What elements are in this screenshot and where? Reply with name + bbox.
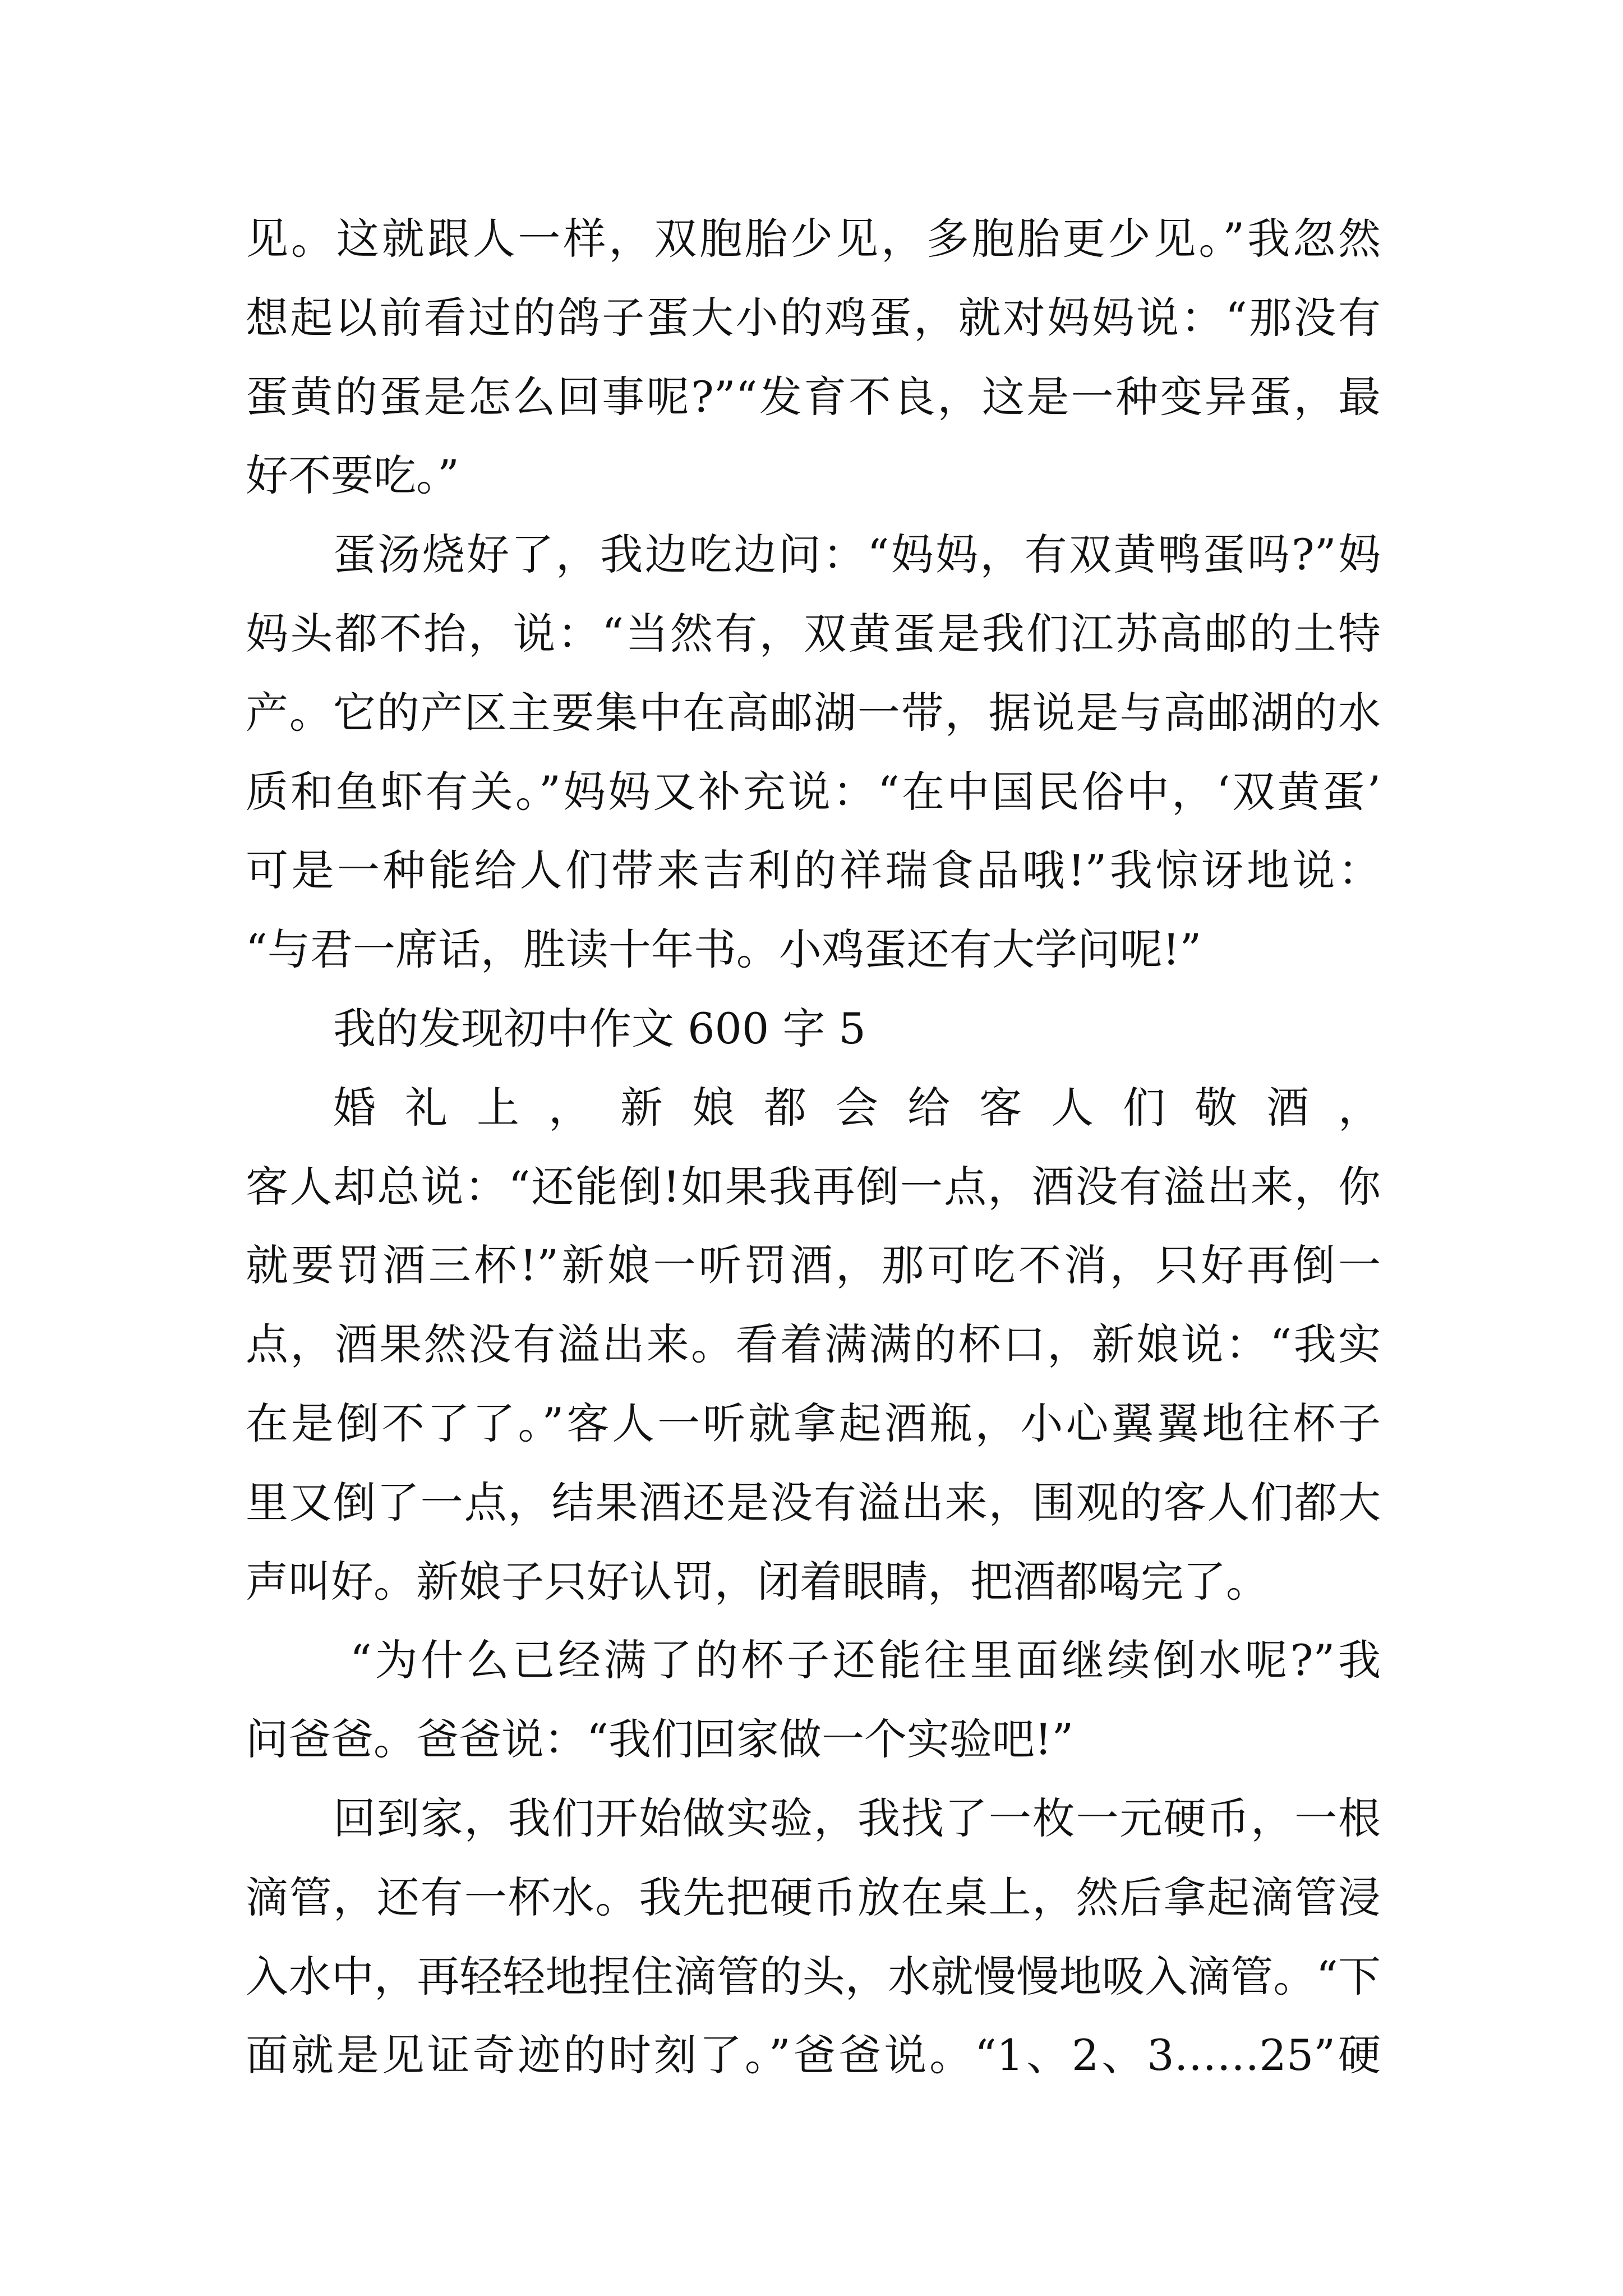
text-line: 就要罚酒三杯!”新娘一听罚酒，那可吃不消，只好再倒一 <box>246 1240 1381 1291</box>
paragraph <box>246 1069 1381 1622</box>
text-line: 蛋黄的蛋是怎么回事呢?”“发育不良，这是一种变异蛋，最 <box>246 371 1381 422</box>
paragraph <box>246 1779 1381 2095</box>
text-line: 见。这就跟人一样，双胞胎少见，多胞胎更少见。”我忽然 <box>246 214 1381 264</box>
text-line: 质和鱼虾有关。”妈妈又补充说：“在中国民俗中，‘双黄蛋’ <box>246 766 1381 817</box>
text-line: 妈头都不抬，说：“当然有，双黄蛋是我们江苏高邮的土特 <box>246 608 1381 659</box>
text-line: 客人却总说：“还能倒!如果我再倒一点，酒没有溢出来，你 <box>246 1161 1381 1212</box>
text-line: 想起以前看过的鸽子蛋大小的鸡蛋，就对妈妈说：“那没有 <box>246 292 1381 343</box>
text-line: 好不要吃。” <box>246 450 459 501</box>
text-line: 蛋汤烧好了，我边吃边问：“妈妈，有双黄鸭蛋吗?”妈 <box>333 530 1381 580</box>
text-line: 滴管，还有一杯水。我先把硬币放在桌上，然后拿起滴管浸 <box>246 1872 1381 1922</box>
text-line: “与君一席话，胜读十年书。小鸡蛋还有大学问呢!” <box>246 924 1202 975</box>
text-line: 点，酒果然没有溢出来。看着满满的杯口，新娘说：“我实 <box>246 1319 1381 1370</box>
text-line: 入水中，再轻轻地捏住滴管的头，水就慢慢地吸入滴管。“下 <box>246 1951 1381 2001</box>
text-line: 问爸爸。爸爸说：“我们回家做一个实验吧!” <box>246 1714 1074 1765</box>
text-line: “为什么已经满了的杯子还能往里面继续倒水呢?”我 <box>350 1635 1381 1686</box>
text-line: 可是一种能给人们带来吉利的祥瑞食品哦!”我惊讶地说： <box>246 845 1381 896</box>
section-heading <box>246 990 1381 1069</box>
text-line: 在是倒不了了。”客人一听就拿起酒瓶，小心翼翼地往杯子 <box>246 1398 1381 1448</box>
page-body <box>246 200 1381 2095</box>
paragraph <box>246 516 1381 990</box>
text-line: 回到家，我们开始做实验，我找了一枚一元硬币，一根 <box>333 1793 1381 1843</box>
paragraph <box>246 200 1381 516</box>
text-line: 婚礼上，新娘都会给客人们敬酒， <box>333 1082 1381 1133</box>
text-line: 声叫好。新娘子只好认罚，闭着眼睛，把酒都喝完了。 <box>246 1556 1269 1607</box>
text-line: 产。它的产区主要集中在高邮湖一带，据说是与高邮湖的水 <box>246 687 1381 738</box>
paragraph <box>246 1621 1381 1779</box>
text-line: 里又倒了一点，结果酒还是没有溢出来，围观的客人们都大 <box>246 1477 1381 1527</box>
text-line: 面就是见证奇迹的时刻了。”爸爸说。“1、2、3……25”硬 <box>246 2030 1381 2081</box>
section-heading-text: 我的发现初中作文 600 字 5 <box>333 1003 866 1053</box>
